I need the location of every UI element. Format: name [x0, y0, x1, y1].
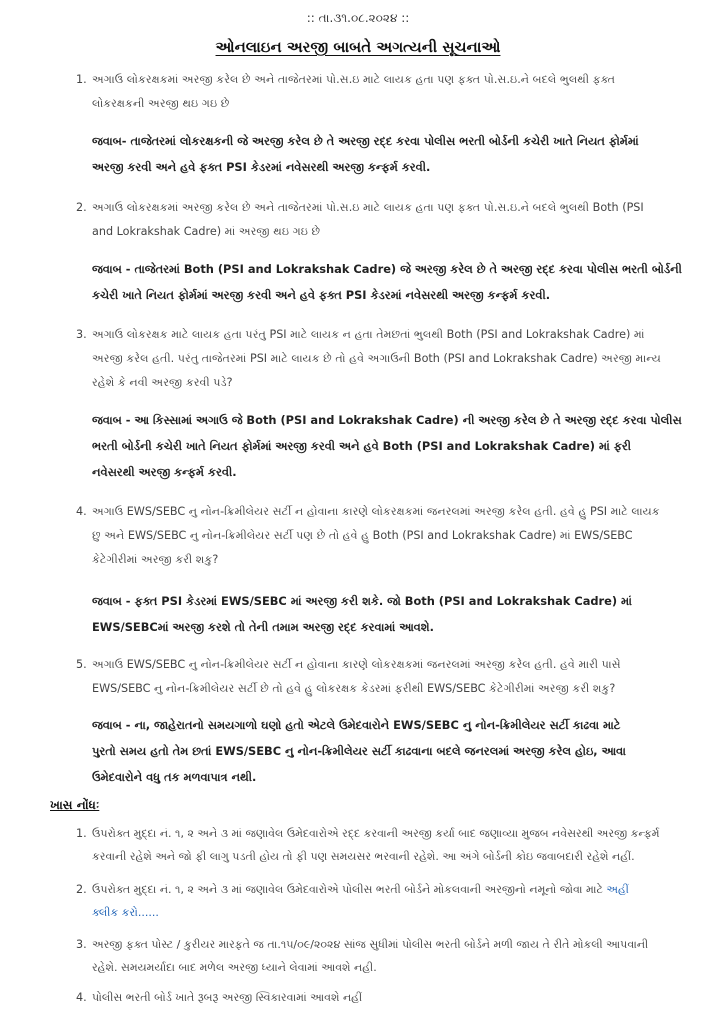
- note-number: 2.: [76, 883, 87, 896]
- answer-line: ઉમેદવારોને વધુ તક મળવાપાત્ર નથી.: [92, 770, 257, 784]
- answer-line: જવાબ - ફક્ત PSI કેડરમાં EWS/SEBC માં અરજી કરી શકે. જો Both (PSI and Lokrakshak Cadre) માં: [92, 594, 632, 608]
- note-line: રહેશે. સમયમર્યાદા બાદ મળેલ અરજી ધ્યાને લેવામાં આવશે નહી.: [92, 961, 377, 974]
- question-number: 4.: [76, 505, 87, 518]
- answer-line: જવાબ - તાજેતરમાં Both (PSI and Lokrakshak Cadre) જે અરજી કરેલ છે તે અરજી રદ્દ કરવા પોલીસ ભરતી બોર્ડની: [92, 262, 682, 276]
- answer-1: [92, 128, 700, 180]
- question-line: અગાઉ લોકરક્ષકમાં અરજી કરેલ છે અને તાજેતરમાં પો.સ.ઇ માટે લાયક હતા પણ ફક્ત પો.સ.ઇ.ને બદલે ભુલથી ફક્ત: [92, 73, 616, 86]
- question-line: રહેશે કે નવી અરજી કરવી પડે?: [92, 376, 233, 389]
- note-text: ઉપરોક્ત મુદ્દા નં. ૧, ૨ અને ૩ માં જણાવેલ ઉમેદવારોએ પોલીસ ભરતી બોર્ડને મોકલવાની અરજીનો નમૂનો જોવા માટે: [92, 883, 603, 896]
- question-number: 5.: [76, 658, 87, 671]
- page-title: ઓનલાઇન અરજી બાબતે અગત્યની સૂચનાઓ: [215, 38, 501, 56]
- answer-line: નવેસરથી અરજી કન્ફર્મ કરવી.: [92, 465, 237, 479]
- question-line: છુ અને EWS/SEBC નુ નોન-ક્રિમીલેયર સર્ટી પણ છે તો હવે હુ Both (PSI and Lokrakshak Cadre) માં EWS/SEBC: [92, 529, 633, 542]
- answer-line: જવાબ- તાજેતરમાં લોકરક્ષકની જે અરજી કરેલ છે તે અરજી રદ્દ કરવા પોલીસ ભરતી બોર્ડની કચેરી ખાતે નિયત ફોર્મમાં: [92, 134, 639, 148]
- question-line: અગાઉ લોકરક્ષકમાં અરજી કરેલ છે અને તાજેતરમાં પો.સ.ઇ માટે લાયક હતા પણ ફક્ત પો.સ.ઇ.ને બદલે ભુલથી Both (PSI: [92, 201, 644, 214]
- question-1: [76, 68, 692, 116]
- question-4: [76, 500, 692, 572]
- question-line: લોકરક્ષકની અરજી થઇ ગઇ છે: [92, 97, 230, 110]
- answer-line: પુરતો સમય હતો તેમ છતાં EWS/SEBC નુ નોન-ક્રિમીલેયર સર્ટી કાઢવાના બદલે જનરલમાં અરજી કરેલ હોઇ, આવા: [92, 744, 626, 758]
- question-5: [76, 653, 692, 701]
- answer-line: EWS/SEBCમાં અરજી કરશે તો તેની તમામ અરજી રદ્દ કરવામાં આવશે.: [92, 620, 434, 634]
- note-line: અરજી ફક્ત પોસ્ટ / કુરીયર મારફતે જ તા.૧૫/૦૯/૨૦૨૪ સાંજ સુધીમાં પોલીસ ભરતી બોર્ડને મળી જાય તે રીતે મોકલી આપવાની: [92, 938, 649, 951]
- question-line: EWS/SEBC નુ નોન-ક્રિમીલેયર સર્ટી છે તો હવે હુ લોકરક્ષક કેડરમાં ફરીથી EWS/SEBC કેટેગીરીમાં અરજી કરી શકુ?: [92, 682, 616, 695]
- question-number: 1.: [76, 73, 87, 86]
- answer-line: જવાબ - ના, જાહેરાતનો સમયગાળો ઘણો હતો એટલે ઉમેદવારોને EWS/SEBC નુ નોન-ક્રિમીલેયર સર્ટી કાઢવા માટે: [92, 718, 621, 732]
- question-line: અગાઉ EWS/SEBC નુ નોન-ક્રિમીલેયર સર્ટી ન હોવાના કારણે લોકરક્ષકમાં જનરલમાં અરજી કરેલ હતી. હવે હુ PSI માટે લાયક: [92, 505, 660, 518]
- special-note-heading: ખાસ નોંધઃ: [50, 798, 100, 812]
- question-line: અરજી કરેલ હતી. પરંતુ તાજેતરમાં PSI માટે લાયક છે તો હવે અગાઉની Both (PSI and Lokrakshak Cadre) અરજી માન્ય: [92, 352, 661, 365]
- question-line: and Lokrakshak Cadre) માં અરજી થઇ ગઇ છે: [92, 225, 321, 238]
- answer-line: જવાબ - આ કિસ્સામાં અગાઉ જે Both (PSI and Lokrakshak Cadre) ની અરજી કરેલ છે તે અરજી રદ્દ કરવા પોલીસ: [92, 413, 682, 427]
- answer-5: [92, 712, 700, 790]
- answer-line: ભરતી બોર્ડની કચેરી ખાતે નિયત ફોર્મમાં અરજી કરવી અને હવે Both (PSI and Lokrakshak Cadre) માં ફરી: [92, 439, 632, 453]
- note-number: 1.: [76, 827, 87, 840]
- answer-2: [92, 256, 700, 308]
- answer-line: અરજી કરવી અને હવે ફક્ત PSI કેડરમાં નવેસરથી અરજી કન્ફર્મ કરવી.: [92, 160, 431, 174]
- answer-3: [92, 407, 700, 485]
- sample-form-link-continued[interactable]: ક્લીક કરો......: [92, 906, 159, 919]
- answer-line: કચેરી ખાતે નિયત ફોર્મમાં અરજી કરવી અને હવે ફક્ત PSI કેડરમાં નવેસરથી અરજી કન્ફર્મ કરવી.: [92, 288, 551, 302]
- question-line: અગાઉ EWS/SEBC નુ નોન-ક્રિમીલેયર સર્ટી ન હોવાના કારણે લોકરક્ષકમાં જનરલમાં અરજી કરેલ હતી. હવે મારી પાસે: [92, 658, 621, 671]
- note-line: કરવાની રહેશે અને જો ફી લાગુ પડતી હોય તો ફી પણ સમયસર ભરવાની રહેશે. આ અંગે બોર્ડની કોઇ જવાબદારી રહેશે નહીં.: [92, 850, 635, 863]
- note-4: [76, 986, 702, 1009]
- note-line: ઉપરોક્ત મુદ્દા નં. ૧, ૨ અને ૩ માં જણાવેલ ઉમેદવારોએ રદ્દ કરવાની અરજી કર્યા બાદ જણાવ્યા મુજબ નવેસરથી અરજી કન્ફર્મ: [92, 827, 660, 840]
- question-number: 2.: [76, 201, 87, 214]
- question-3: [76, 323, 692, 395]
- note-line: [92, 878, 702, 901]
- note-1: [76, 822, 702, 868]
- notice-date: :: તા.૩૧.૦૮.૨૦૨૪ ::: [306, 11, 410, 25]
- question-line: અગાઉ લોકરક્ષક માટે લાયક હતા પરંતુ PSI માટે લાયક ન હતા તેમછતાં ભુલથી Both (PSI and Lokrakshak Cadre) માં: [92, 328, 645, 341]
- sample-form-link[interactable]: અહીં: [606, 883, 629, 896]
- note-line: પોલીસ ભરતી બોર્ડ ખાતે રૂબરૂ અરજી સ્વિકારવામાં આવશે નહીં: [92, 991, 363, 1004]
- note-number: 3.: [76, 938, 87, 951]
- answer-4: [92, 588, 700, 640]
- note-2: [76, 878, 702, 924]
- question-2: [76, 196, 692, 244]
- question-number: 3.: [76, 328, 87, 341]
- note-number: 4.: [76, 991, 87, 1004]
- question-line: કેટેગીરીમાં અરજી કરી શકુ?: [92, 553, 219, 566]
- note-3: [76, 933, 702, 979]
